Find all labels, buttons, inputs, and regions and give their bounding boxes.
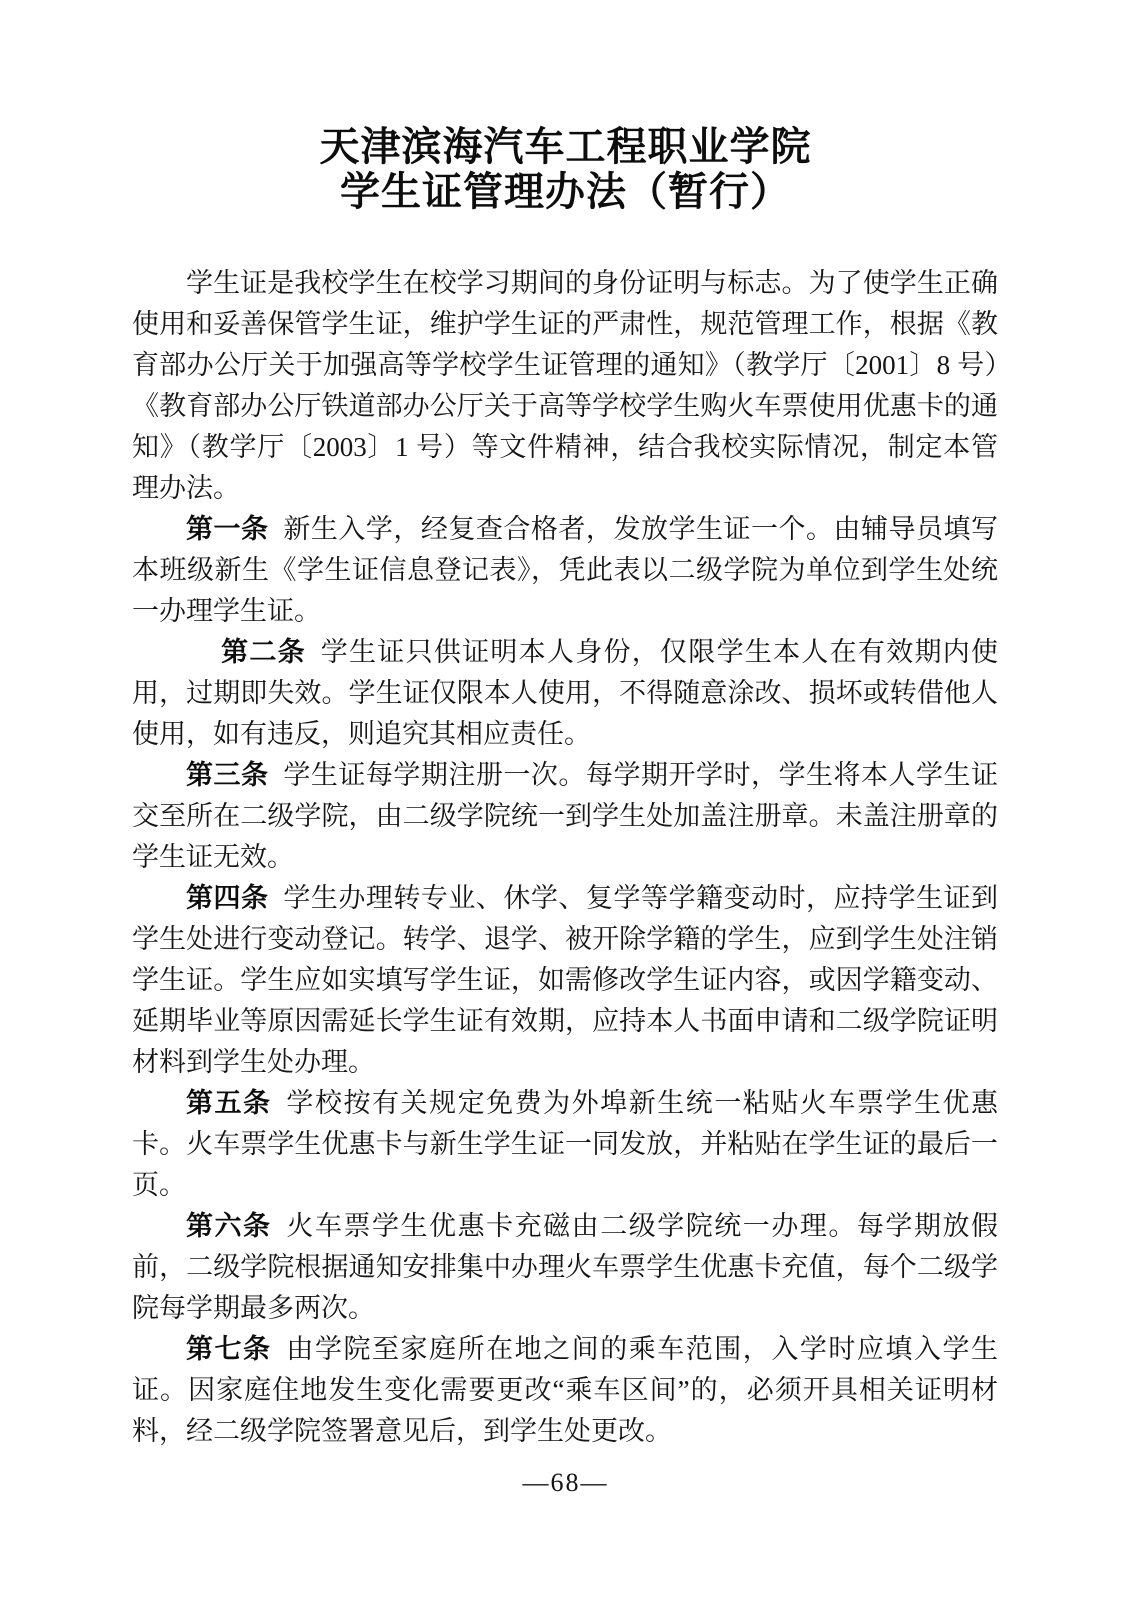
intro-paragraph: 学生证是我校学生在校学习期间的身份证明与标志。为了使学生正确使用和妥善保管学生证，维护学生证的严肃性，规范管理工作，根据《教育部办公厅关于加强高等学校学生证管理的通知》（教学厅〔2001〕8 号）《教育部办公厅铁道部办公厅关于高等学校学生购火车票使用优惠卡的通知》（教学厅〔2003〕1 号）等文件精神，结合我校实际情况，制定本管理办法。 (132, 268, 998, 503)
article-7 (132, 1329, 998, 1452)
article-4-text: 学生办理转专业、休学、复学等学籍变动时，应持学生证到学生处进行变动登记。转学、退学、被开除学籍的学生，应到学生处注销学生证。学生应如实填写学生证，如需修改学生证内容，或因学籍变动、延期毕业等原因需延长学生证有效期，应持本人书面申请和二级学院证明材料到学生处办理。 (132, 883, 999, 1077)
document-body (132, 263, 998, 1452)
article-6-label: 第六条 (186, 1211, 272, 1241)
article-3 (132, 755, 998, 878)
article-5-label: 第五条 (186, 1088, 272, 1118)
article-7-label: 第七条 (186, 1334, 272, 1364)
article-4 (132, 878, 998, 1083)
title-line-2: 学生证管理办法（暂行） (340, 169, 791, 214)
article-5-text: 学校按有关规定免费为外埠新生统一粘贴火车票学生优惠卡。火车票学生优惠卡与新生学生证一同发放，并粘贴在学生证的最后一页。 (132, 1088, 999, 1200)
article-7-text: 由学院至家庭所在地之间的乘车范围，入学时应填入学生证。因家庭住地发生变化需要更改“乘车区间”的，必须开具相关证明材料，经二级学院签署意见后，到学生处更改。 (132, 1334, 999, 1446)
article-1-label: 第一条 (186, 514, 269, 544)
article-3-text: 学生证每学期注册一次。每学期开学时，学生将本人学生证交至所在二级学院，由二级学院统一到学生处加盖注册章。未盖注册章的学生证无效。 (132, 760, 999, 872)
article-4-label: 第四条 (186, 883, 269, 913)
article-3-label: 第三条 (186, 760, 269, 790)
article-5 (132, 1083, 998, 1206)
article-2 (132, 632, 998, 755)
document-title (0, 124, 1131, 214)
page-number: —68— (522, 1468, 609, 1497)
page-footer (0, 1468, 1131, 1498)
article-1 (132, 509, 998, 632)
article-1-text: 新生入学，经复查合格者，发放学生证一个。由辅导员填写本班级新生《学生证信息登记表》，凭此表以二级学院为单位到学生处统一办理学生证。 (132, 514, 999, 626)
title-line-1: 天津滨海汽车工程职业学院 (319, 124, 812, 169)
article-6 (132, 1206, 998, 1329)
article-2-text: 学生证只供证明本人身份，仅限学生本人在有效期内使用，过期即失效。学生证仅限本人使用，不得随意涂改、损坏或转借他人使用，如有违反，则追究其相应责任。 (132, 637, 999, 749)
article-6-text: 火车票学生优惠卡充磁由二级学院统一办理。每学期放假前，二级学院根据通知安排集中办理火车票学生优惠卡充值，每个二级学院每学期最多两次。 (132, 1211, 999, 1323)
article-2-label: 第二条 (221, 637, 306, 667)
